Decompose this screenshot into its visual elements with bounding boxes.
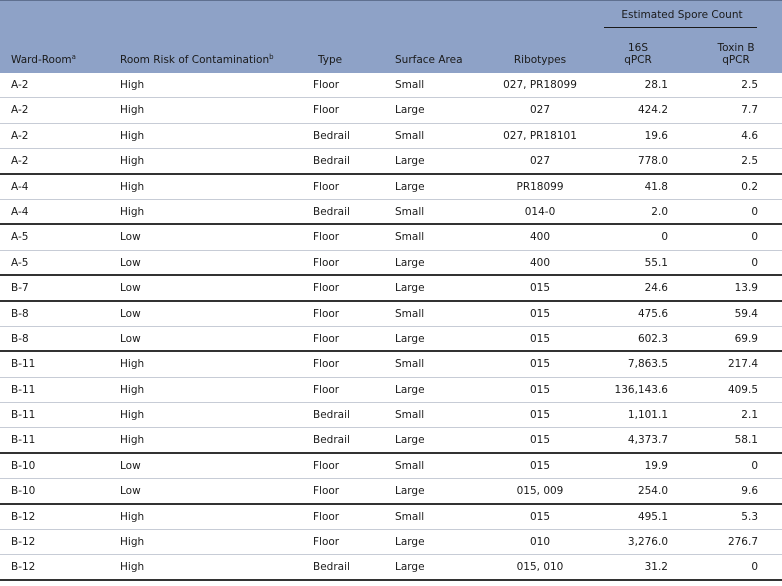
- cell-risk: High: [120, 383, 145, 396]
- cell-toxin-b-qpcr: 59.4: [734, 307, 758, 320]
- cell-16s-qpcr: 475.6: [637, 307, 668, 320]
- ward-room-footnote-mark: a: [71, 53, 76, 61]
- cell-toxin-b-qpcr: 0: [751, 459, 758, 472]
- cell-ribotypes: 015: [529, 434, 551, 447]
- cell-ribotypes: 015: [529, 383, 551, 396]
- cell-ward-room: B-7: [11, 282, 29, 295]
- cell-ward-room: B-12: [11, 536, 36, 549]
- cell-risk: Low: [120, 485, 141, 498]
- cell-ward-room: A-4: [11, 180, 29, 193]
- cell-risk: High: [120, 180, 145, 193]
- cell-surface-area: Small: [395, 358, 425, 371]
- cell-ward-room: A-4: [11, 205, 29, 218]
- cell-ribotypes: 015, 010: [516, 561, 564, 574]
- cell-16s-qpcr: 4,373.7: [627, 434, 668, 447]
- cell-ribotypes: 027: [529, 104, 551, 117]
- cell-16s-qpcr: 136,143.6: [614, 383, 668, 396]
- table-body: [0, 73, 782, 581]
- cell-type: Floor: [313, 79, 340, 91]
- table-row: [0, 378, 782, 403]
- header-risk: [120, 54, 274, 66]
- cell-type: Floor: [313, 180, 340, 193]
- cell-risk: High: [120, 129, 145, 142]
- cell-surface-area: Large: [395, 155, 425, 168]
- cell-16s-qpcr: 1,101.1: [627, 409, 668, 422]
- cell-ward-room: A-2: [11, 104, 29, 117]
- cell-16s-qpcr: 7,863.5: [627, 358, 668, 371]
- cell-surface-area: Small: [395, 409, 425, 422]
- table-row: [0, 352, 782, 377]
- risk-label: Room Risk of Contamination: [120, 54, 270, 66]
- cell-ribotypes: 015: [529, 510, 551, 523]
- cell-ribotypes: 014-0: [524, 205, 556, 218]
- cell-ward-room: A-2: [11, 79, 29, 91]
- table-header: [0, 0, 782, 73]
- cell-toxin-b-qpcr: 13.9: [734, 282, 758, 295]
- cell-16s-qpcr: 3,276.0: [627, 536, 668, 549]
- cell-type: Floor: [313, 282, 340, 295]
- table-row: [0, 403, 782, 428]
- cell-toxin-b-qpcr: 276.7: [727, 536, 758, 549]
- cell-ward-room: B-8: [11, 332, 29, 345]
- cell-16s-qpcr: 31.2: [644, 561, 668, 574]
- table-row: [0, 428, 782, 453]
- cell-surface-area: Large: [395, 383, 425, 396]
- cell-risk: Low: [120, 231, 141, 244]
- cell-ribotypes: 400: [529, 256, 551, 269]
- table-row: [0, 276, 782, 301]
- cell-16s-qpcr: 424.2: [637, 104, 668, 117]
- cell-ward-room: B-10: [11, 485, 36, 498]
- cell-16s-qpcr: 24.6: [644, 282, 668, 295]
- cell-toxin-b-qpcr: 5.3: [741, 510, 758, 523]
- header-toxin-b-qpcr: [706, 42, 766, 66]
- cell-surface-area: Large: [395, 104, 425, 117]
- cell-16s-qpcr: 254.0: [637, 485, 668, 498]
- cell-ward-room: B-10: [11, 459, 36, 472]
- cell-surface-area: Large: [395, 536, 425, 549]
- header-toxin-line2: qPCR: [722, 54, 750, 66]
- cell-surface-area: Small: [395, 79, 425, 91]
- cell-risk: High: [120, 510, 145, 523]
- table-row: [0, 530, 782, 555]
- cell-toxin-b-qpcr: 7.7: [741, 104, 758, 117]
- cell-toxin-b-qpcr: 0: [751, 231, 758, 244]
- group-rule: [604, 27, 757, 28]
- cell-surface-area: Small: [395, 231, 425, 244]
- cell-surface-area: Large: [395, 180, 425, 193]
- cell-surface-area: Small: [395, 205, 425, 218]
- cell-risk: High: [120, 79, 145, 91]
- cell-ribotypes: 015: [529, 459, 551, 472]
- header-16s-qpcr: [608, 42, 668, 66]
- cell-ribotypes: 027: [529, 155, 551, 168]
- cell-risk: High: [120, 561, 145, 574]
- cell-type: Bedrail: [313, 155, 350, 168]
- cell-16s-qpcr: 495.1: [637, 510, 668, 523]
- cell-toxin-b-qpcr: 217.4: [727, 358, 758, 371]
- cell-type: Bedrail: [313, 561, 350, 574]
- cell-surface-area: Large: [395, 282, 425, 295]
- cell-ribotypes: 015: [529, 307, 551, 320]
- cell-risk: Low: [120, 332, 141, 345]
- cell-surface-area: Small: [395, 510, 425, 523]
- cell-surface-area: Large: [395, 485, 425, 498]
- table-row: [0, 251, 782, 276]
- table-row: [0, 454, 782, 479]
- cell-surface-area: Small: [395, 459, 425, 472]
- risk-footnote-mark: b: [269, 53, 274, 61]
- cell-toxin-b-qpcr: 58.1: [734, 434, 758, 447]
- cell-risk: High: [120, 205, 145, 218]
- header-toxin-line1: Toxin B: [717, 42, 755, 54]
- cell-surface-area: Large: [395, 332, 425, 345]
- cell-16s-qpcr: 2.0: [651, 205, 668, 218]
- cell-16s-qpcr: 778.0: [637, 155, 668, 168]
- header-surface-area: Surface Area: [395, 54, 463, 66]
- spore-count-group-label: Estimated Spore Count: [621, 9, 743, 21]
- table-row: [0, 302, 782, 327]
- cell-toxin-b-qpcr: 2.5: [741, 155, 758, 168]
- header-16s-line2: qPCR: [624, 54, 652, 66]
- cell-surface-area: Small: [395, 307, 425, 320]
- cell-ribotypes: 015: [529, 409, 551, 422]
- cell-ward-room: B-11: [11, 434, 36, 447]
- cell-toxin-b-qpcr: 0: [751, 256, 758, 269]
- cell-type: Bedrail: [313, 205, 350, 218]
- cell-ward-room: B-8: [11, 307, 29, 320]
- cell-toxin-b-qpcr: 4.6: [741, 129, 758, 142]
- cell-risk: High: [120, 104, 145, 117]
- cell-ribotypes: 010: [529, 536, 551, 549]
- cell-16s-qpcr: 19.6: [644, 129, 668, 142]
- cell-ward-room: B-11: [11, 383, 36, 396]
- cell-surface-area: Large: [395, 434, 425, 447]
- cell-ribotypes: 400: [529, 231, 551, 244]
- cell-ribotypes: 015: [529, 358, 551, 371]
- cell-type: Floor: [313, 485, 340, 498]
- header-ribotypes: Ribotypes: [513, 54, 567, 66]
- cell-type: Floor: [313, 536, 340, 549]
- cell-16s-qpcr: 55.1: [644, 256, 668, 269]
- cell-ribotypes: 027, PR18099: [503, 79, 577, 91]
- table-row: [0, 555, 782, 580]
- cell-ward-room: A-5: [11, 231, 29, 244]
- cell-type: Floor: [313, 307, 340, 320]
- cell-type: Bedrail: [313, 434, 350, 447]
- cell-toxin-b-qpcr: 0: [751, 205, 758, 218]
- cell-risk: High: [120, 409, 145, 422]
- cell-ribotypes: 015, 009: [516, 485, 564, 498]
- cell-toxin-b-qpcr: 2.1: [741, 409, 758, 422]
- cell-risk: High: [120, 434, 145, 447]
- cell-risk: High: [120, 358, 145, 371]
- table-row: [0, 124, 782, 149]
- cell-surface-area: Small: [395, 129, 425, 142]
- cell-16s-qpcr: 602.3: [637, 332, 668, 345]
- cell-surface-area: Large: [395, 561, 425, 574]
- header-type: Type: [318, 54, 343, 66]
- cell-ribotypes: 015: [529, 332, 551, 345]
- cell-ward-room: B-12: [11, 561, 36, 574]
- table-row: [0, 175, 782, 200]
- cell-type: Floor: [313, 459, 340, 472]
- cell-toxin-b-qpcr: 409.5: [727, 383, 758, 396]
- cell-toxin-b-qpcr: 9.6: [741, 485, 758, 498]
- ward-room-label: Ward-Room: [11, 54, 72, 66]
- cell-ward-room: A-2: [11, 155, 29, 168]
- cell-ward-room: A-5: [11, 256, 29, 269]
- cell-ward-room: B-11: [11, 409, 36, 422]
- cell-risk: High: [120, 155, 145, 168]
- cell-risk: Low: [120, 459, 141, 472]
- cell-16s-qpcr: 0: [661, 231, 668, 244]
- cell-type: Bedrail: [313, 129, 350, 142]
- cell-ribotypes: 027, PR18101: [503, 129, 577, 142]
- cell-risk: Low: [120, 256, 141, 269]
- cell-toxin-b-qpcr: 0.2: [741, 180, 758, 193]
- cell-risk: Low: [120, 282, 141, 295]
- header-16s-line1: 16S: [627, 42, 649, 54]
- cell-toxin-b-qpcr: 2.5: [741, 79, 758, 91]
- cell-ward-room: A-2: [11, 129, 29, 142]
- cell-16s-qpcr: 28.1: [644, 79, 668, 91]
- cell-type: Floor: [313, 256, 340, 269]
- table-row: [0, 73, 782, 98]
- table-row: [0, 98, 782, 123]
- cell-type: Floor: [313, 358, 340, 371]
- cell-risk: High: [120, 536, 145, 549]
- header-ward-room: [11, 54, 76, 66]
- cell-16s-qpcr: 41.8: [644, 180, 668, 193]
- cell-ribotypes: PR18099: [516, 180, 564, 193]
- cell-type: Floor: [313, 510, 340, 523]
- cell-type: Floor: [313, 231, 340, 244]
- cell-16s-qpcr: 19.9: [644, 459, 668, 472]
- table-row: [0, 505, 782, 530]
- table-row: [0, 149, 782, 174]
- cell-ward-room: B-11: [11, 358, 36, 371]
- table-row: [0, 200, 782, 225]
- cell-type: Floor: [313, 332, 340, 345]
- cell-type: Bedrail: [313, 409, 350, 422]
- cell-risk: Low: [120, 307, 141, 320]
- table-row: [0, 327, 782, 352]
- cell-ribotypes: 015: [529, 282, 551, 295]
- table-row: [0, 225, 782, 250]
- cell-ward-room: B-12: [11, 510, 36, 523]
- table-row: [0, 479, 782, 504]
- cell-surface-area: Large: [395, 256, 425, 269]
- cell-type: Floor: [313, 383, 340, 396]
- cell-toxin-b-qpcr: 0: [751, 561, 758, 574]
- cell-type: Floor: [313, 104, 340, 117]
- cell-toxin-b-qpcr: 69.9: [734, 332, 758, 345]
